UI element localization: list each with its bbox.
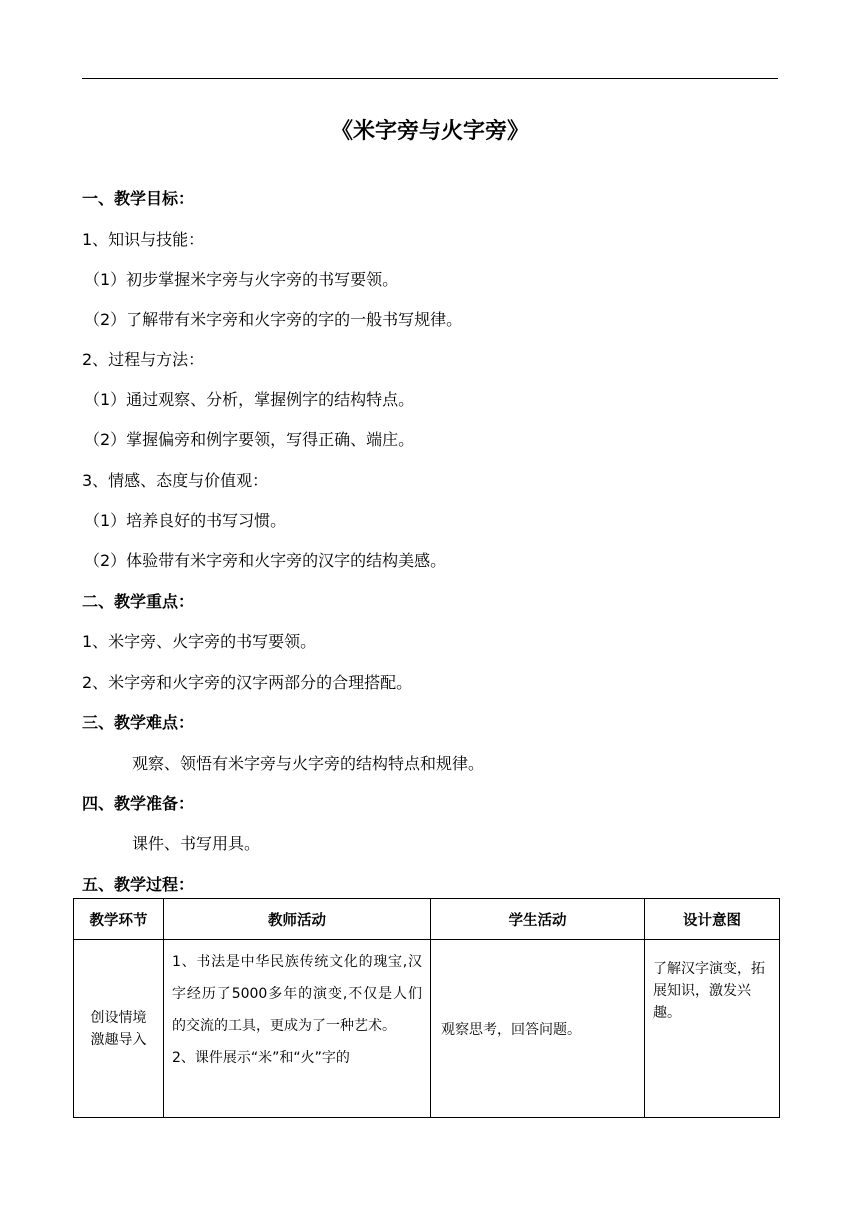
section-heading-key-points: 二、教学重点： [82, 592, 195, 611]
key-point-item: 2、米字旁和火字旁的汉字两部分的合理搭配。 [82, 673, 413, 692]
goals-item: （1）初步掌握米字旁与火字旁的书写要领。 [84, 270, 399, 289]
cell-stage [74, 940, 164, 1118]
document-title: 《米字旁与火字旁》 [330, 119, 529, 144]
teacher-activity-paragraph: 2、课件展示“米”和“火”字的 [172, 1050, 350, 1066]
header-rule [82, 78, 778, 79]
difficulties-text: 观察、领悟有米字旁与火字旁的结构特点和规律。 [132, 754, 485, 773]
preparation-text: 课件、书写用具。 [132, 834, 261, 853]
cell-design-intent: 了解汉字演变，拓展知识，激发兴趣。 [645, 940, 780, 1118]
section-heading-goals: 一、教学目标： [82, 189, 195, 208]
goals-item: （2）体验带有米字旁和火字旁的汉字的结构美感。 [84, 551, 447, 570]
goals-item: （2）了解带有米字旁和火字旁的字的一般书写规律。 [84, 310, 463, 329]
column-header-intent: 设计意图 [645, 899, 780, 940]
teacher-activity-paragraph: 1、书法是中华民族传统文化的瑰宝,汉字经历了5000多年的演变,不仅是人们的交流的工具，更成为了一种艺术。 [172, 954, 422, 1034]
goals-item: （1）培养良好的书写习惯。 [84, 511, 287, 530]
table-header-row [74, 899, 780, 940]
column-header-teacher: 教师活动 [164, 899, 431, 940]
key-point-item: 1、米字旁、火字旁的书写要领。 [82, 632, 317, 651]
process-table [73, 898, 780, 1118]
goals-item: （2）掌握偏旁和例字要领，写得正确、端庄。 [84, 430, 415, 449]
section-heading-difficulties: 三、教学难点： [82, 713, 195, 732]
goals-sub-knowledge: 1、知识与技能： [82, 230, 205, 249]
table-row [74, 940, 780, 1118]
goals-sub-attitude: 3、情感、态度与价值观： [82, 471, 269, 490]
column-header-stage: 教学环节 [74, 899, 164, 940]
section-heading-preparation: 四、教学准备： [82, 794, 195, 813]
cell-teacher-activity [164, 940, 431, 1118]
goals-sub-process: 2、过程与方法： [82, 350, 205, 369]
stage-line: 激趣导入 [90, 1031, 147, 1048]
cell-student-activity: 观察思考，回答问题。 [431, 940, 645, 1118]
goals-item: （1）通过观察、分析，掌握例字的结构特点。 [84, 390, 415, 409]
section-heading-process: 五、教学过程： [82, 875, 195, 894]
stage-line: 创设情境 [90, 1009, 147, 1026]
column-header-student: 学生活动 [431, 899, 645, 940]
